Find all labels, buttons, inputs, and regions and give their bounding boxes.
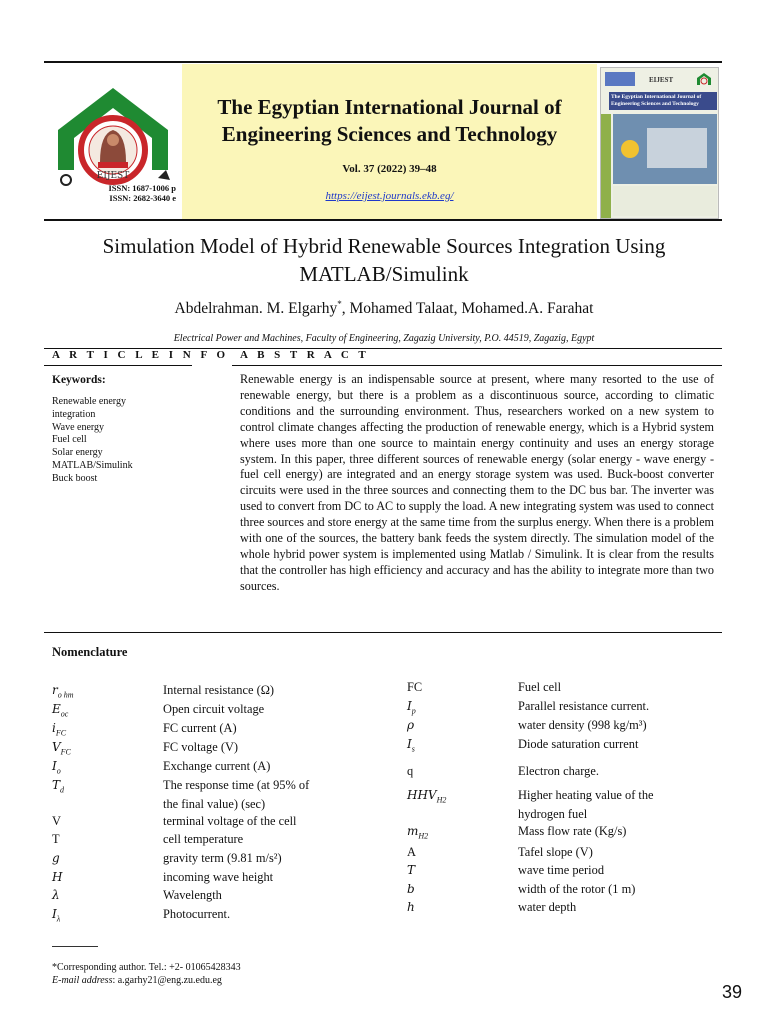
abstract-text: Renewable energy is an indispensable source at present, where many resorted to the use of renewable energy, but there is a problem as a discontinuous source, according to climatic conditions and the surrounding environment. Thus, researchers worked on a new system to control climate changes affecting the production of renewable energy, which is a Hybrid system where uses more than one source to maintain energy continuity and uses an energy storage system. In this paper, three different sources of renewable energy (solar energy - wave energy - fuel cell energy) are integrated and an energy storage system was used. Buck-boost converter circuits were used in the three sources and connecting them to the DC bus bar. The inverter was used to convert from DC to AC to supply the load. A new integrating system was used to connect three sources and store energy at the same time from the surplus energy. When there is a problem with one of the sources, the battery bank feeds the system directly. The simulation model of the whole hybrid power system is implemented using Matlab / Simulink. It is clear from the results that the controller has high efficiency and accuracy and has the ability to integrate more than two sources. [240,372,714,593]
symbol-main: λ [52,888,60,902]
description-line: Fuel cell [518,680,562,694]
keyword: Solar energy [52,447,103,459]
nomenclature-symbol [52,905,60,929]
description-line: FC voltage (V) [163,740,239,754]
keyword: MATLAB/Simulink [52,459,133,471]
nomenclature-description [518,898,718,917]
article-info-rule [44,365,192,366]
nomenclature-description [163,681,363,700]
nomenclature-symbol [52,812,61,831]
nomenclature-description [163,905,363,924]
email-label: E-mail address [52,975,113,986]
symbol-main: ρ [407,718,415,732]
description-line: incoming wave height [163,870,274,884]
author-first: Abdelrahman. M. Elgarhy [174,300,338,318]
symbol-main: r [52,683,58,697]
nomenclature-symbol [407,786,446,810]
nomenclature-description [163,830,363,849]
description-line: Diode saturation current [518,737,639,751]
keyword: Fuel cell [52,434,87,446]
description-line: Photocurrent. [163,907,231,921]
header-top-rule [44,61,722,63]
journal-cover-thumbnail [600,67,719,219]
description-line: Electron charge. [518,764,599,778]
journal-title-line1: The Egyptian International Journal of [217,95,562,119]
nomenclature-description [163,738,363,757]
symbol-subscript: H2 [436,795,447,805]
nomenclature-description [518,735,718,754]
paper-title-line2: MATLAB/Simulink [299,262,469,286]
nomenclature-symbol [52,849,60,868]
journal-title-line2: Engineering Sciences and Technology [221,122,558,146]
paper-title [60,232,708,288]
authors-rest: , Mohamed Talaat, Mohamed.A. Farahat [341,300,594,318]
symbol-subscript: p [411,706,416,716]
issn-print: ISSN: 1687-1006 p [108,183,176,193]
symbol-subscript: FC [55,728,67,738]
nomenclature-symbol [52,886,60,905]
symbol-subscript: λ [56,914,61,924]
cover-sticker [621,140,639,158]
symbol-main: HHV [407,788,437,802]
description-line: The response time (at 95% of [163,778,310,792]
description-line: Tafel slope (V) [518,845,593,859]
nomenclature-description [518,786,718,823]
symbol-main: A [407,845,416,859]
description-line: Mass flow rate (Kg/s) [518,824,627,838]
article-info-heading: A R T I C L E I N F O [52,349,229,361]
nomenclature-symbol [52,868,62,887]
description-line: cell temperature [163,832,244,846]
symbol-subscript: oc [60,709,69,719]
description-line: hydrogen fuel [518,806,588,821]
symbol-subscript: d [60,785,65,795]
description-line: width of the rotor (1 m) [518,882,636,896]
issn-online: ISSN: 2682-3640 e [109,193,176,203]
cover-side-stripe [601,114,611,218]
description-line: water density (998 kg/m³) [518,718,647,732]
description-line: Parallel resistance current. [518,699,650,713]
header-bottom-rule [44,219,722,221]
symbol-subscript: s [411,744,415,754]
description-line: water depth [518,900,577,914]
authors [60,299,708,318]
nomenclature-symbol [407,762,413,781]
symbol-main: T [52,778,61,792]
symbol-main: I [407,699,412,713]
nomenclature-description [518,678,718,697]
abstract-heading: A B S T R A C T [240,349,370,361]
description-line: Internal resistance (Ω) [163,683,275,697]
symbol-main: E [52,702,61,716]
cover-footer [613,186,717,216]
cover-title: The Egyptian International Journal of Engineering Sciences and Technology [609,92,717,110]
issn-block [50,183,176,203]
nomenclature-symbol [407,843,416,862]
email-address[interactable]: : a.garhy21@eng.zu.edu.eg [112,975,222,986]
nomenclature-description [518,843,718,862]
nomenclature-description [518,880,718,899]
symbol-main: h [407,900,415,914]
symbol-main: i [52,721,56,735]
keyword: Buck boost [52,472,98,484]
nomenclature-description [163,776,363,813]
description-line: FC current (A) [163,721,237,735]
description-line: wave time period [518,863,605,877]
nomenclature-description [163,812,363,831]
journal-title [182,94,597,148]
symbol-main: I [52,907,57,921]
description-line: terminal voltage of the cell [163,814,297,828]
symbol-main: m [407,824,419,838]
cover-brand: EIJEST [649,76,674,84]
nomenclature-description [518,716,718,735]
nomenclature-symbol [52,830,60,849]
description-line: Open circuit voltage [163,702,265,716]
keyword: Renewable energy [52,396,126,407]
nomenclature-symbol [407,678,422,697]
nomenclature-heading: Nomenclature [52,645,128,659]
nomenclature-symbol [407,735,415,759]
description-line: Wavelength [163,888,222,902]
symbol-main: I [52,759,57,773]
nomenclature-description [163,700,363,719]
symbol-main: H [52,870,63,884]
symbol-subscript: o [56,766,61,776]
nomenclature-description [163,719,363,738]
description-line: Exchange current (A) [163,759,271,773]
affiliation: Electrical Power and Machines, Faculty of Engineering, Zagazig University, P.O. 44519, Zagazig, Egypt [173,333,595,344]
symbol-subscript: H2 [418,831,429,841]
description-line: Higher heating value of the [518,788,654,802]
nomenclature-symbol [407,716,414,735]
nomenclature-symbol [407,861,415,880]
symbol-main: g [52,851,60,865]
nomenclature-description [163,757,363,776]
volume-info: Vol. 37 (2022) 39–48 [342,163,437,175]
cover-badge [605,72,635,86]
symbol-subscript: o hm [57,690,74,700]
paper-title-line1: Simulation Model of Hybrid Renewable Sources Integration Using [102,234,666,258]
symbol-main: I [407,737,412,751]
keywords-label: Keywords: [52,374,106,386]
symbol-main: V [52,814,61,828]
cover-logo-icon [696,72,712,86]
page-number: 39 [722,982,743,1002]
description-line: gravity term (9.81 m/s²) [163,851,282,865]
nomenclature-symbol [407,898,415,917]
nomenclature-description [163,868,363,887]
symbol-main: b [407,882,415,896]
nomenclature-description [163,886,363,905]
corresponding-author: *Corresponding author. Tel.: +2- 01065428343 [52,962,241,973]
nomenclature-description [518,822,718,841]
section-rule-bottom [44,632,722,633]
nomenclature-description [163,849,363,868]
logo-text: EIJEST [96,171,130,181]
symbol-subscript: FC [60,747,71,757]
symbol-main: T [52,832,60,846]
symbol-main: T [407,863,416,877]
description-line: the final value) (sec) [163,796,266,811]
journal-url-link[interactable]: https://eijest.journals.ekb.eg/ [325,190,454,202]
symbol-main: FC [407,680,423,694]
corresponding-mark: * [337,299,342,309]
nomenclature-description [518,861,718,880]
footnote-rule [52,946,98,947]
email-line [52,975,222,986]
abstract-rule [232,365,722,366]
nomenclature-description [518,697,718,716]
keywords-list [52,396,202,486]
cover-photo [647,128,707,168]
symbol-main: q [407,764,414,778]
symbol-main: V [52,740,61,754]
keyword: Wave energy [52,421,105,433]
nomenclature-symbol [52,776,64,800]
keyword: integration [52,408,96,420]
nomenclature-symbol [407,880,415,899]
nomenclature-description [518,762,718,781]
